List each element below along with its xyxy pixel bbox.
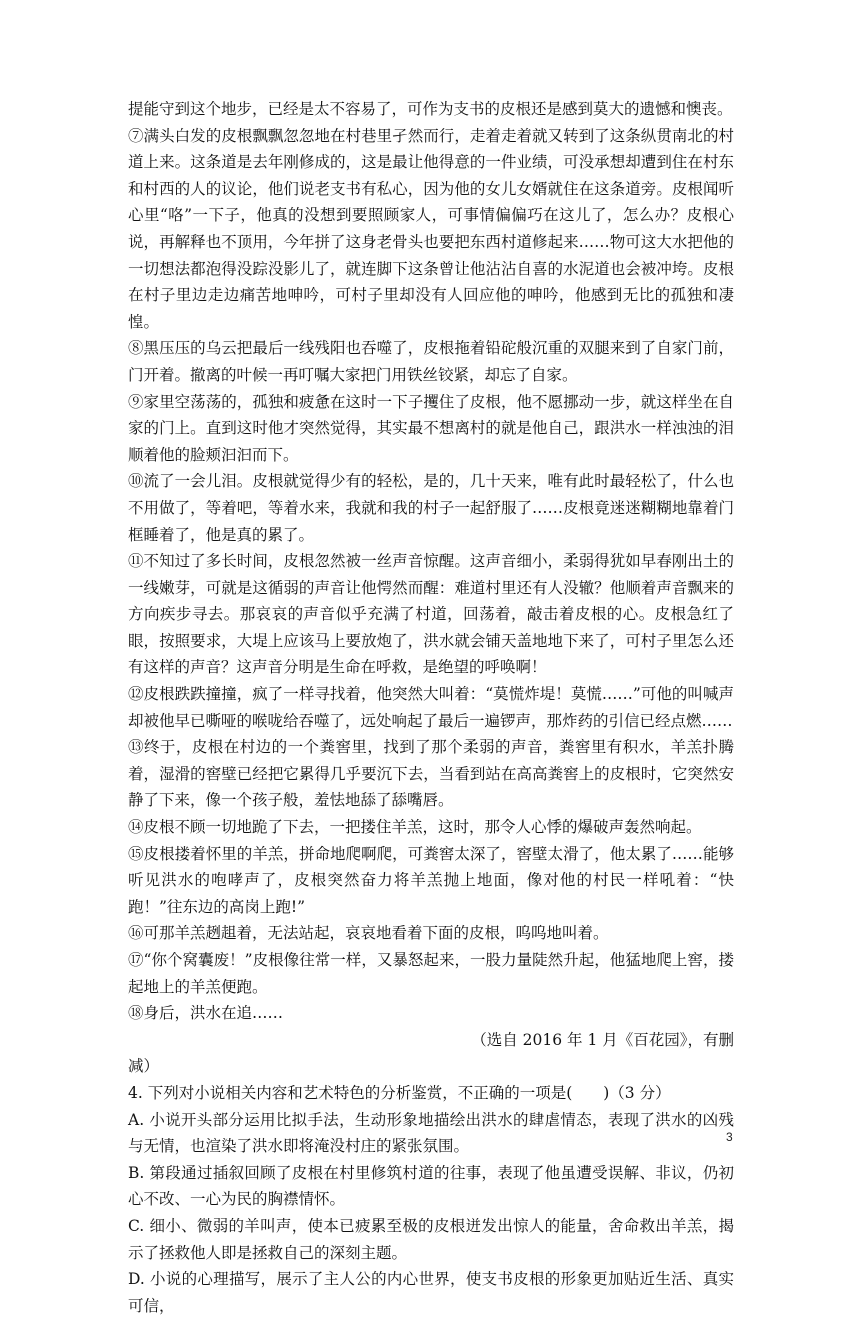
option-a: A. 小说开头部分运用比拟手法，生动形象地描绘出洪水的肆虐情态，表现了洪水的凶残与无情，也渲染了洪水即将淹没村庄的紧张氛围。 <box>128 1110 734 1156</box>
paragraph-8: ⑧黑压压的乌云把最后一线残阳也吞噬了，皮根拖着铅砣般沉重的双腿来到了自家门前，门开着。撤离的叶候一再叮嘱大家把门用铁丝铰紧，却忘了自家。 <box>128 339 734 384</box>
paragraph-15: ⑮皮根搂着怀里的羊羔，拼命地爬啊爬，可粪窖太深了，窖壁太滑了，他太累了……能够听见洪水的咆哮声了，皮根突然奋力将羊羔抛上地面，像对他的村民一样吼着：“快跑！”往东边的高岗上跑!” <box>128 844 734 916</box>
source-citation: （选自 2016 年 1 月《百花园》，有删 <box>471 1030 734 1049</box>
question-4 <box>128 1080 734 1319</box>
paragraph-12: ⑫皮根跌跌撞撞，疯了一样寻找着，他突然大叫着：“莫慌炸堤！莫慌……”可他的叫喊声却被他早已嘶哑的喉咙给吞噬了，远处响起了最后一遍锣声，那炸药的引信已经点燃…… <box>128 685 734 730</box>
option-b: B. 第段通过插叙回顾了皮根在村里修筑村道的往事，表现了他虽遭受误解、非议，仍初心不改、一心为民的胸襟情怀。 <box>128 1163 734 1209</box>
paragraph-continuation: 提能守到这个地步，已经是太不容易了，可作为支书的皮根还是感到莫大的遗憾和懊丧。 <box>128 100 733 118</box>
option-d: D. 小说的心理描写，展示了主人公的内心世界，使支书皮根的形象更加贴近生活、真实可信， <box>128 1270 734 1315</box>
paragraph-17: ⑰“你个窝囊废！”皮根像往常一样，又暴怒起来，一股力量陡然升起，他猛地爬上窖，搂起地上的羊羔便跑。 <box>128 951 734 996</box>
page-content <box>128 96 734 1319</box>
paragraph-18: ⑱身后，洪水在追…… <box>128 1004 284 1023</box>
paragraph-10: ⑩流了一会儿泪。皮根就觉得少有的轻松，是的，几十天来，唯有此时最轻松了，什么也不用做了，等着吧，等着水来，我就和我的村子一起舒服了……皮根竟迷迷糊糊地靠着门框睡着了，他是真的累了。 <box>128 472 734 544</box>
question-stem: 4. 下列对小说相关内容和艺术特色的分析鉴赏，不正确的一项是( )（3 分） <box>128 1083 671 1102</box>
paragraph-9: ⑨家里空荡荡的，孤独和疲惫在这时一下子攫住了皮根，他不愿挪动一步，就这样坐在自家的门上。直到这时他才突然觉得，其实最不想离村的就是他自己，跟洪水一样浊浊的泪顺着他的脸颊汩汩而下。 <box>128 392 734 464</box>
paragraph-11: ⑪不知过了多长时间，皮根忽然被一丝声音惊醒。这声音细小，柔弱得犹如早春刚出土的一线嫩芽，可就是这循弱的声音让他愕然而醒：难道村里还有人没辙？他顺着声音飘来的方向疾步寻去。那哀哀的声音似乎充满了村道，回荡着，敲击着皮根的心。皮根急红了眼，按照要求，大堤上应该马上要放炮了，洪水就会铺天盖地地下来了，可村子里怎么还有这样的声音？这声音分明是生命在呼救，是绝望的呼唤啊！ <box>128 552 734 677</box>
option-c: C. 细小、微弱的羊叫声，使本已疲累至极的皮根迸发出惊人的能量，舍命救出羊羔，揭示了拯救他人即是拯救自己的深刻主题。 <box>128 1216 734 1262</box>
paragraph-14: ⑭皮根不顾一切地跪了下去，一把搂住羊羔，这时，那令人心悸的爆破声轰然响起。 <box>128 818 702 837</box>
source-citation-end: 减） <box>128 1057 160 1076</box>
page-number: 3 <box>726 1130 733 1144</box>
paragraph-7: ⑦满头白发的皮根飘飘忽忽地在村巷里孑然而行，走着走着就又转到了这条纵贯南北的村道上来。这条道是去年刚修成的，这是最让他得意的一件业绩，可没承想却遭到住在村东和村西的人的议论，他们说老支书有私心，因为他的女儿女婿就住在这条道旁。皮根闻听心里“咯”一下子，他真的没想到要照顾家人，可事情偏偏巧在这儿了，怎么办？皮根心说，再解释也不顶用，今年拼了这身老骨头也要把东西村道修起来……物可这大水把他的一切想法都泡得没踪没影儿了，就连脚下这条曾让他沾沾自喜的水泥道也会被冲垮。皮根在村子里边走边痛苦地呻吟，可村子里却没有人回应他的呻吟，他感到无比的孤独和凄惶。 <box>128 126 734 331</box>
paragraph-16: ⑯可那羊羔趔趄着，无法站起，哀哀地看着下面的皮根，呜呜地叫着。 <box>128 924 609 943</box>
paragraph-13: ⑬终于，皮根在村边的一个粪窖里，找到了那个柔弱的声音，粪窖里有积水，羊羔扑腾着，湿滑的窖壁已经把它累得几乎要沉下去，当看到站在高高粪窖上的皮根时，它突然安静了下来，像一个孩子般，羞怯地舔了舔嘴唇。 <box>128 738 734 810</box>
